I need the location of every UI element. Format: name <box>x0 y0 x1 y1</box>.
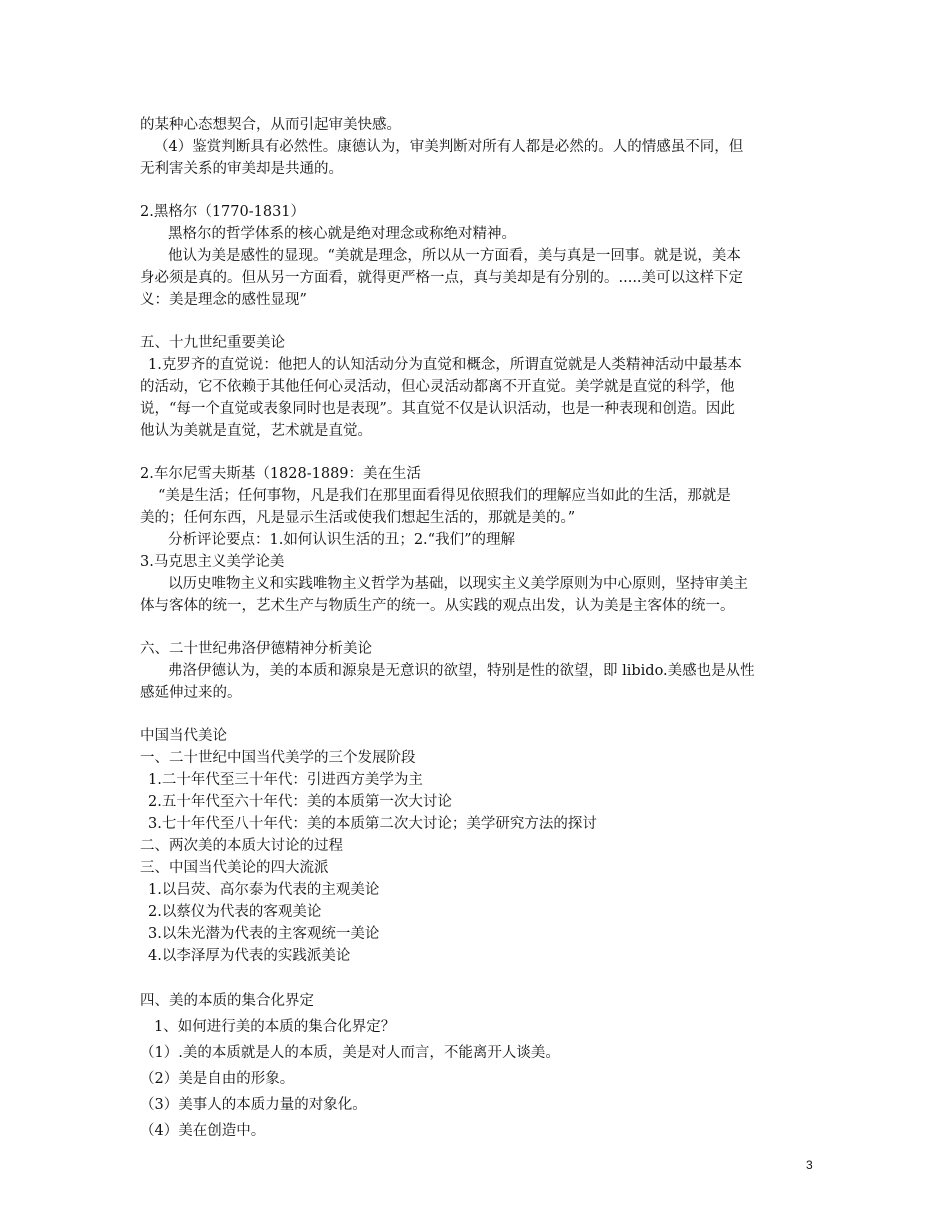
list-item: （3）美事人的本质力量的对象化。 <box>140 1097 367 1113</box>
list-item: （2）美是自由的形象。 <box>140 1071 295 1087</box>
list-item: 1.二十年代至三十年代：引进西方美学为主 <box>148 772 423 788</box>
list-item: 4.以李泽厚为代表的实践派美论 <box>148 948 351 964</box>
text-line: 身必须是真的。但从另一方面看，就得更严格一点，真与美却是有分别的。.....美可以这样下定 <box>140 270 744 286</box>
list-item: 2.五十年代至六十年代：美的本质第一次大讨论 <box>148 794 452 810</box>
text-line: 他认为美就是直觉，艺术就是直觉。 <box>140 423 372 439</box>
section-heading: 四、美的本质的集合化界定 <box>140 993 314 1009</box>
text-line: 美的；任何东西，凡是显示生活或使我们想起生活的，那就是美的。” <box>140 510 576 526</box>
section-heading: 二、两次美的本质大讨论的过程 <box>140 838 343 854</box>
section-heading: 五、十九世纪重要美论 <box>140 335 285 351</box>
section-heading: 2.黑格尔（1770-1831） <box>140 204 306 220</box>
text-line: 说，“每一个直觉或表象同时也是表现”。其直觉不仅是认识活动，也是一种表现和创造。因此 <box>140 401 735 417</box>
section-heading: 六、二十世纪弗洛伊德精神分析美论 <box>140 641 372 657</box>
text-line: 感延伸过来的。 <box>140 685 242 701</box>
text-line: “美是生活；任何事物，凡是我们在那里面看得见依照我们的理解应当如此的生活，那就是 <box>158 488 731 504</box>
text-line: 1.克罗齐的直觉说：他把人的认知活动分为直觉和概念，所谓直觉就是人类精神活动中最基本 <box>148 357 742 373</box>
list-item: 1.以吕荧、高尔泰为代表的主观美论 <box>148 882 380 898</box>
text-line: 体与客体的统一，艺术生产与物质生产的统一。从实践的观点出发，认为美是主客体的统一。 <box>140 598 735 614</box>
text-line: 1、如何进行美的本质的集合化界定？ <box>154 1019 396 1035</box>
text-line: 黑格尔的哲学体系的核心就是绝对理念或称绝对精神。 <box>168 226 516 242</box>
section-heading: 中国当代美论 <box>140 728 227 744</box>
text-line: 义：美是理念的感性显现” <box>140 292 307 308</box>
list-item: （4）美在创造中。 <box>140 1123 266 1139</box>
text-line: 的活动，它不依赖于其他任何心灵活动，但心灵活动都离不开直觉。美学就是直觉的科学，他 <box>140 379 735 395</box>
list-item: 2.以蔡仪为代表的客观美论 <box>148 904 322 920</box>
text-line: 弗洛伊德认为，美的本质和源泉是无意识的欲望，特别是性的欲望，即 libido.美感也是从性 <box>168 663 755 679</box>
text-line: （4）鉴赏判断具有必然性。康德认为，审美判断对所有人都是必然的。人的情感虽不同，但 <box>154 139 744 155</box>
page-number: 3 <box>806 1158 813 1172</box>
section-heading: 2.车尔尼雪夫斯基（1828-1889：美在生活 <box>140 466 422 482</box>
page-body <box>140 114 812 1144</box>
text-line: 他认为美是感性的显现。“美就是理念，所以从一方面看，美与真是一回事。就是说，美本 <box>168 248 741 264</box>
text-line: 无利害关系的审美却是共通的。 <box>140 161 343 177</box>
text-line: 的某种心态想契合，从而引起审美快感。 <box>140 117 401 133</box>
section-heading: 一、二十世纪中国当代美学的三个发展阶段 <box>140 750 416 766</box>
text-line: 以历史唯物主义和实践唯物主义哲学为基础，以现实主义美学原则为中心原则，坚持审美主 <box>168 576 748 592</box>
list-item: 3.七十年代至八十年代：美的本质第二次大讨论；美学研究方法的探讨 <box>148 816 597 832</box>
text-line: 分析评论要点：1.如何认识生活的丑；2.“我们”的理解 <box>168 532 515 548</box>
section-heading: 三、中国当代美论的四大流派 <box>140 860 329 876</box>
list-item: 3.以朱光潜为代表的主客观统一美论 <box>148 926 380 942</box>
section-heading: 3.马克思主义美学论美 <box>140 554 285 570</box>
list-item: （1）.美的本质就是人的本质，美是对人而言，不能离开人谈美。 <box>140 1045 560 1061</box>
